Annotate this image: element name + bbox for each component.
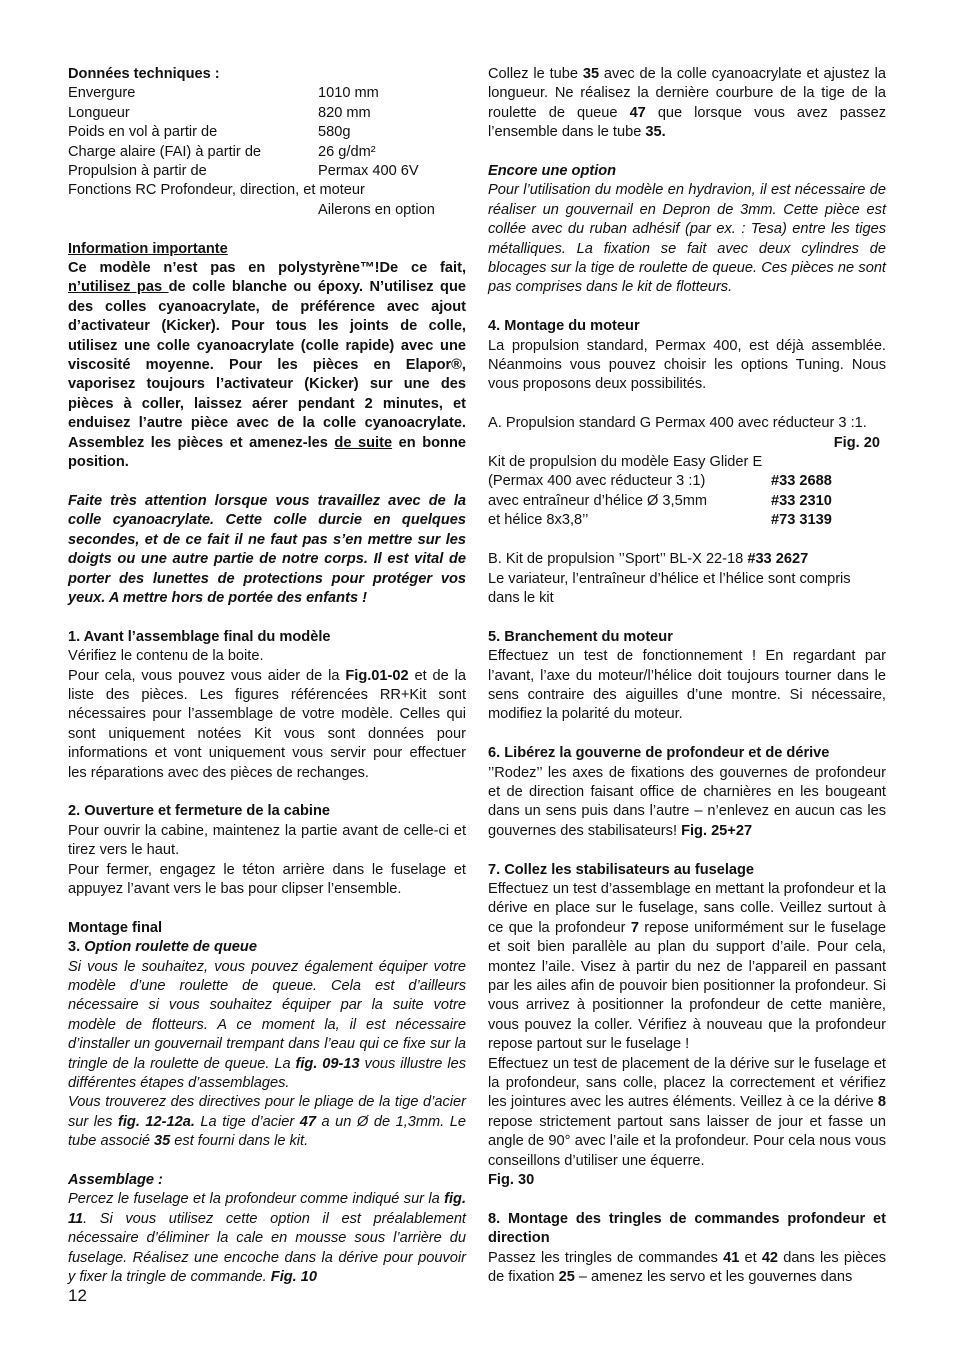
section-4-option-b: B. Kit de propulsion ’’Sport’’ BL-X 22-18 #33 2627 (488, 551, 809, 568)
page-number: 12 (68, 1286, 87, 1305)
rc-functions-option: Ailerons en option (318, 201, 435, 218)
info-paragraph: Ce modèle n’est pas en polystyrène™!De ce fait, n’utilisez pas de colle blanche ou époxy. N’utilisez que des colles cyanoacrylate, de préférence avec ajout d’activateur (Kicker). Pour tous les joints de colle, utilisez une colle cyanoacrylate (colle rapide) avec une viscosité moyenne. Pour les pièces en Elapor®, vaporisez toujours l’activateur (Kicker) sur une des pièces à coller, laissez aérer pendant 2 minutes, et enduisez l’autre pièce avec de la colle cyanoacrylate. Assemblez les pièces et amenez-les de suite en bonne position. (68, 260, 467, 471)
kit-label: et hélice 8x3,8’’ (488, 512, 589, 529)
spec-value: 1010 mm (318, 85, 379, 102)
section-7-para-1: Effectuez un test d’assemblage en mettant la profondeur et la dérive en place sur le fuselage, sans colle. Veillez surtout à ce que la profondeur 7 repose uniformément sur le fuselage et soit bien parallèle au plan du support d’aile. Pour cela, montez l’aile. Visez à partir du nez de l’appareil en passant par les ailes afin de pouvoir bien positionner la profondeur. Si vous arrivez à positionner la profondeur de cette manière, vous pouvez la coller. Vérifiez à nouveau que la profondeur repose partout sur le fuselage ! (488, 880, 886, 1053)
spec-label: Longueur (68, 104, 130, 121)
section-1-para-1: Vérifiez le contenu de la boite. (68, 648, 264, 665)
section-2-title: 2. Ouverture et fermeture de la cabine (68, 803, 330, 820)
kit-label: avec entraîneur d’hélice Ø 3,5mm (488, 492, 708, 509)
tube-paragraph: Collez le tube 35 avec de la colle cyanoacrylate et ajustez la longueur. Ne réalisez la dernière courbure de la tige de la roulette de queue 47 que lorsque vous avez passez l’ensemble dans le tube 35. (488, 66, 887, 141)
option-paragraph: Pour l’utilisation du modèle en hydravion, il est nécessaire de réaliser un gouvernail en Depron de 3mm. Cette pièce est collée avec du ruban adhésif (par ex. : Tesa) entre les tiges métalliques. La fixation se fait avec deux cylindres de blocages sur la tige de roulette de queue. Ces pièces ne sont pas comprises dans le kit de flotteurs. (488, 182, 886, 296)
section-5-paragraph: Effectuez un test de fonctionnement ! En regardant par l’avant, l’axe du moteur/l’hélice doit toujours tourner dans le sens contraire des aiguilles d’une montre. Si nécessaire, modifiez la polarité du moteur. (488, 648, 886, 723)
section-6-title: 6. Libérez la gouverne de profondeur et de dérive (488, 745, 830, 762)
spec-value: 580g (318, 124, 351, 141)
final-assembly-title: Montage final (68, 919, 163, 936)
spec-value: Permax 400 6V (318, 163, 419, 180)
spec-label: Propulsion à partir de (68, 163, 207, 180)
section-2-para-1: Pour ouvrir la cabine, maintenez la partie avant de celle-ci et tirez vers le haut. (68, 822, 466, 859)
section-7-para-2: Effectuez un test de placement de la dérive sur le fuselage et la profondeur, sans colle, placez la correctement et vérifiez les jointures avec les autres éléments. Veillez à ce la dérive 8 repose strictement partout sans laisser de jour et fasse un angle de 90° avec l’aile et la profondeur. Pour cela nous vous conseillons d’utiliser une équerre. (488, 1055, 886, 1169)
option-title: Encore une option (488, 163, 617, 180)
spec-label: Poids en vol à partir de (68, 124, 218, 141)
section-4-fig-ref: Fig. 20 (833, 434, 880, 451)
section-1-title: 1. Avant l’assemblage final du modèle (68, 628, 331, 645)
spec-label: Envergure (68, 85, 136, 102)
kit-code: #33 2688 (771, 473, 832, 490)
section-3-title: 3. Option roulette de queue (68, 939, 257, 956)
spec-label: Charge alaire (FAI) à partir de (68, 143, 262, 160)
section-8-title: 8. Montage des tringles de commandes profondeur et direction (488, 1210, 886, 1247)
specs-title: Données techniques : (68, 66, 220, 82)
kit-table (488, 472, 886, 530)
info-title: Information importante (68, 240, 228, 257)
assembly-paragraph: Percez le fuselage et la profondeur comme indiqué sur la fig. 11. Si vous utilisez cette option il est préalablement nécessaire d’éliminer la cale en mousse sous l’arrière du fuselage. Réalisez une encoche dans la dérive pour pouvoir y fixer la tringle de commande. Fig. 10 (68, 1191, 466, 1286)
section-4-para-1: La propulsion standard, Permax 400, est déjà assemblée. Néanmoins vous pouvez choisir les options Tuning. Nous vous proposons deux possibilités. (488, 337, 886, 393)
kit-code: #33 2310 (771, 492, 832, 509)
section-8-paragraph: Passez les tringles de commandes 41 et 42 dans les pièces de fixation 25 – amenez les servo et les gouvernes dans (488, 1249, 887, 1286)
left-column (68, 65, 466, 1288)
section-5-title: 5. Branchement du moteur (488, 628, 673, 645)
spec-value: 26 g/dm² (318, 143, 376, 160)
rc-functions: Fonctions RC Profondeur, direction, et moteur (68, 182, 365, 199)
section-1-para-2: Pour cela, vous pouvez vous aider de la Fig.01-02 et de la liste des pièces. Les figures référencées RR+Kit sont nécessaires pour l’assemblage de votre modèle. Celles qui sont uniquement notées Kit vous sont données pour informations et vont uniquement vous servir pour effectuer les réparations avec des pièces de rechanges. (68, 667, 466, 781)
kit-title: Kit de propulsion du modèle Easy Glider E (488, 454, 763, 471)
section-4-title: 4. Montage du moteur (488, 318, 640, 335)
spec-value: 820 mm (318, 104, 371, 121)
warning-paragraph: Faite très attention lorsque vous travaillez avec de la colle cyanoacrylate. Cette colle durcie en quelques secondes, et de ce fait il ne faut pas s’en mettre sur les doigts ou une autre partie de notre corps. Il est vital de porter des lunettes de protections pour protéger vos yeux. A mettre hors de portée des enfants ! (68, 492, 466, 606)
section-4-option-b-note: Le variateur, l’entraîneur d’hélice et l’hélice sont compris dans le kit (488, 570, 851, 606)
kit-label: (Permax 400 avec réducteur 3 :1) (488, 473, 706, 490)
specs-table (68, 84, 466, 181)
assembly-title: Assemblage : (68, 1172, 163, 1189)
section-4-option-a: A. Propulsion standard G Permax 400 avec réducteur 3 :1. (488, 415, 867, 432)
section-3-para-2: Vous trouverez des directives pour le pliage de la tige d’acier sur les fig. 12-12a. La tige d’acier 47 a un Ø de 1,3mm. Le tube associé 35 est fourni dans le kit. (68, 1094, 466, 1150)
section-7-fig-ref: Fig. 30 (488, 1172, 535, 1189)
right-column (488, 65, 886, 1287)
section-7-title: 7. Collez les stabilisateurs au fuselage (488, 861, 755, 878)
section-3-para-1: Si vous le souhaitez, vous pouvez également équiper votre modèle d’une roulette de queue. Cela est d’ailleurs nécessaire si vous souhaitez équiper par la suite votre modèle de flotteurs. A ce moment la, il est nécessaire d’installer un gouvernail trempant dans l’eau qui ce fixe sur la tringle de la roulette de queue. La fig. 09-13 vous illustre les différentes étapes d’assemblages. (68, 958, 466, 1092)
section-6-paragraph: ’’Rodez’’ les axes de fixations des gouvernes de profondeur et de direction faisant office de charnières en les bougeant dans un sens puis dans l’autre – n’enlevez en aucun cas les gouvernes des stabilisateurs! Fig. 25+27 (488, 764, 886, 839)
section-2-para-2: Pour fermer, engagez le téton arrière dans le fuselage et appuyez l’avant vers le bas pour clipser l’ensemble. (68, 861, 466, 897)
kit-code: #73 3139 (771, 512, 832, 529)
